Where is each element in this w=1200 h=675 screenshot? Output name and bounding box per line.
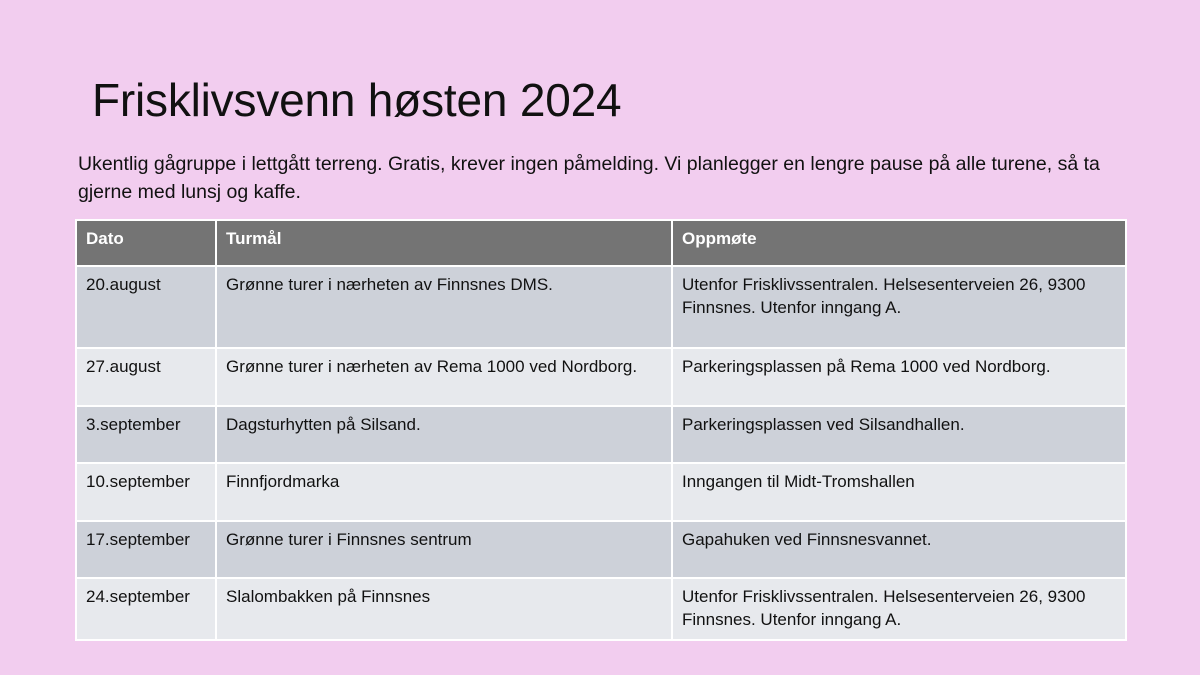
cell-meeting-point: Utenfor Frisklivssentralen. Helsesenterveien 26, 9300 Finnsnes. Utenfor inngang A. bbox=[672, 266, 1126, 348]
cell-destination: Grønne turer i nærheten av Finnsnes DMS. bbox=[216, 266, 672, 348]
cell-meeting-point: Parkeringsplassen ved Silsandhallen. bbox=[672, 406, 1126, 463]
cell-destination: Slalombakken på Finnsnes bbox=[216, 578, 672, 640]
page-title: Frisklivsvenn høsten 2024 bbox=[92, 74, 622, 126]
cell-destination: Finnfjordmarka bbox=[216, 463, 672, 521]
cell-date: 10.september bbox=[76, 463, 216, 521]
cell-date: 20.august bbox=[76, 266, 216, 348]
cell-meeting-point: Inngangen til Midt-Tromshallen bbox=[672, 463, 1126, 521]
table-header-row bbox=[76, 220, 1126, 266]
table-row bbox=[76, 578, 1126, 640]
intro-text: Ukentlig gågruppe i lettgått terreng. Gratis, krever ingen påmelding. Vi planlegger en lengre pause på alle turene, så ta gjerne med lunsj og kaffe. bbox=[78, 153, 1100, 203]
cell-meeting-point: Gapahuken ved Finnsnesvannet. bbox=[672, 521, 1126, 578]
table-row bbox=[76, 463, 1126, 521]
cell-destination: Dagsturhytten på Silsand. bbox=[216, 406, 672, 463]
cell-destination: Grønne turer i nærheten av Rema 1000 ved Nordborg. bbox=[216, 348, 672, 406]
table-row bbox=[76, 348, 1126, 406]
header-meeting-point: Oppmøte bbox=[672, 220, 1126, 266]
header-destination: Turmål bbox=[216, 220, 672, 266]
cell-meeting-point: Parkeringsplassen på Rema 1000 ved Nordborg. bbox=[672, 348, 1126, 406]
cell-date: 17.september bbox=[76, 521, 216, 578]
header-date: Dato bbox=[76, 220, 216, 266]
schedule-table bbox=[75, 219, 1127, 641]
cell-date: 27.august bbox=[76, 348, 216, 406]
cell-meeting-point: Utenfor Frisklivssentralen. Helsesenterveien 26, 9300 Finnsnes. Utenfor inngang A. bbox=[672, 578, 1126, 640]
table-row bbox=[76, 266, 1126, 348]
cell-date: 24.september bbox=[76, 578, 216, 640]
cell-date: 3.september bbox=[76, 406, 216, 463]
table-row bbox=[76, 521, 1126, 578]
cell-destination: Grønne turer i Finnsnes sentrum bbox=[216, 521, 672, 578]
table-row bbox=[76, 406, 1126, 463]
